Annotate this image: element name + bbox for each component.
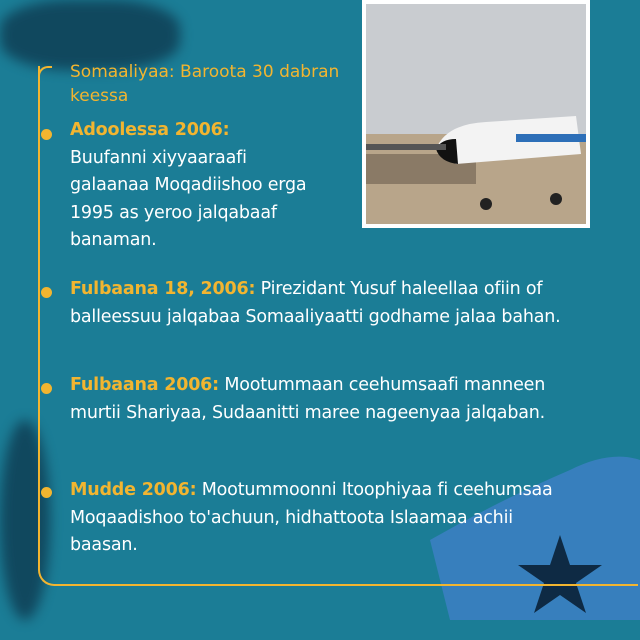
event-date: Fulbaana 2006: <box>70 375 219 395</box>
timeline-dot <box>41 383 52 394</box>
timeline-event <box>70 372 550 427</box>
event-text: Pirezidant Yusuf haleellaa ofiin of balleessuu jalqabaa Somaaliyaatti godhame jalaa bahan. <box>70 279 561 327</box>
timeline-event <box>70 276 590 331</box>
event-text: Mootummoonni Itoophiyaa fi ceehumsaa Moqaadishoo to'achuun, hidhattoota Islaamaa achii baasan. <box>70 480 553 555</box>
timeline-event <box>70 477 570 560</box>
timeline-line-top <box>38 66 52 80</box>
timeline-dot <box>41 487 52 498</box>
event-date: Fulbaana 18, 2006: <box>70 279 256 299</box>
background-texture-left <box>0 420 50 620</box>
infographic-title: Somaaliyaa: Baroota 30 dabran keessa <box>70 62 340 106</box>
timeline-dot <box>41 129 52 140</box>
event-text: Buufanni xiyyaaraafi galaanaa Moqadiishoo erga 1995 as yeroo jalqabaaf banaman. <box>70 147 307 250</box>
timeline-dot <box>41 287 52 298</box>
event-date: Adoolessa 2006: <box>70 120 230 140</box>
timeline-event <box>70 117 320 255</box>
timeline-line-bottom <box>38 556 638 586</box>
event-text: Mootummaan ceehumsaafi manneen murtii Shariyaa, Sudaanitti maree nageenyaa jalqaban. <box>70 375 546 423</box>
airport-photo <box>362 0 590 228</box>
event-date: Mudde 2006: <box>70 480 197 500</box>
timeline-line <box>38 66 40 566</box>
